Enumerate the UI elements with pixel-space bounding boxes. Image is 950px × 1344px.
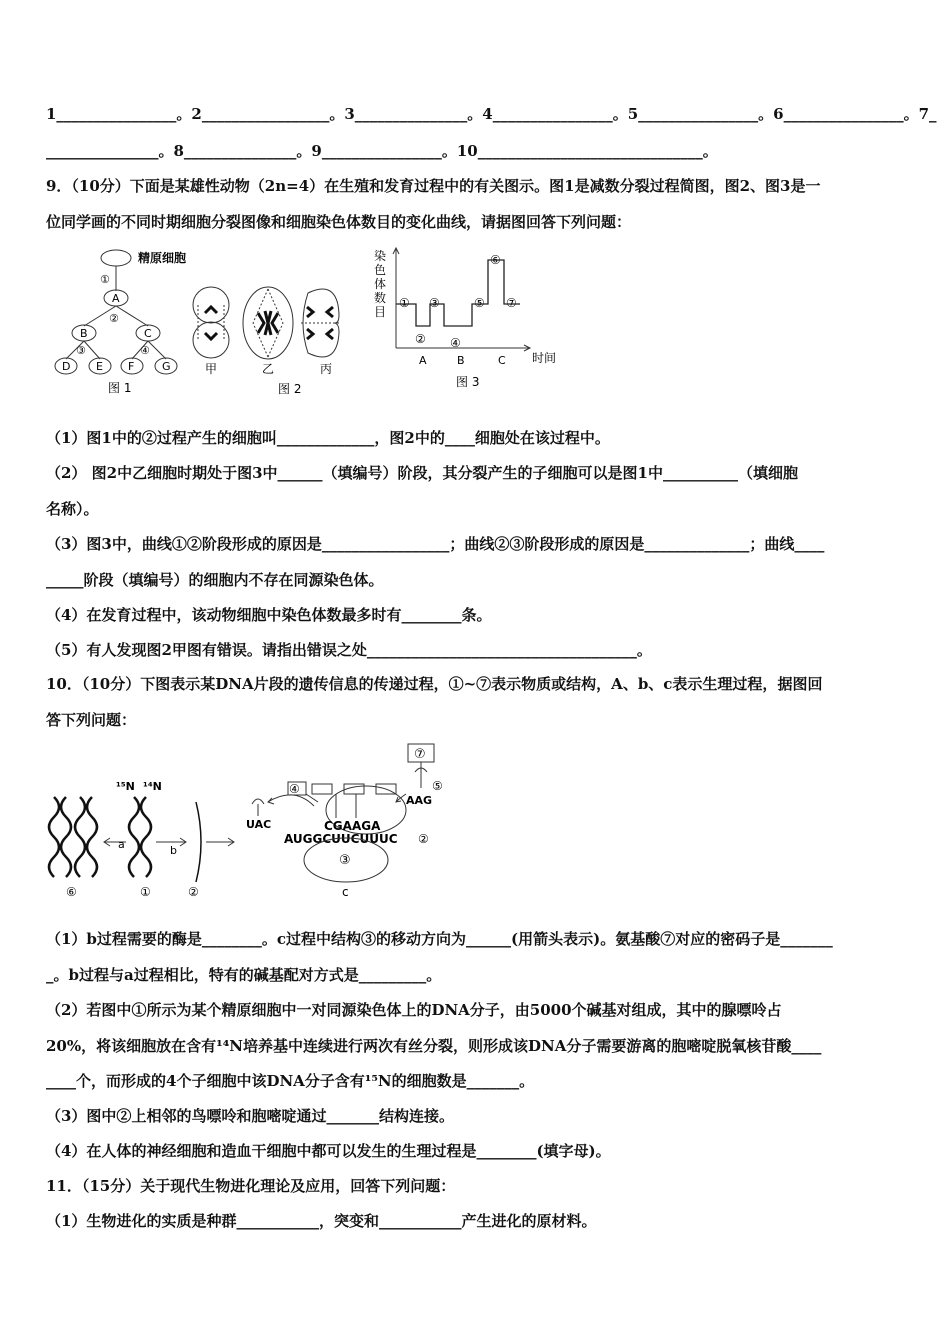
process-a-label: a (118, 838, 125, 851)
node-b-label: B (80, 327, 88, 340)
anticodon-uac: UAC (246, 818, 272, 831)
step-3-label: ③ (76, 344, 86, 357)
q9-part-2-line-1: （2） 图2中乙细胞时期处于图3中______（填编号）阶段，其分裂产生的子细胞可以是图1中__________（填细胞 (46, 464, 798, 482)
label-7: ⑦ (414, 747, 426, 762)
label-6: ⑥ (66, 885, 77, 899)
spermatogonium-label: 精原细胞 (138, 251, 187, 265)
step-4-label: ④ (140, 344, 150, 357)
segment-1-label: ① (399, 296, 410, 310)
mrna-strand (196, 802, 201, 882)
isotope-15n: ¹⁵N (116, 780, 135, 793)
node-c-label: C (144, 327, 152, 340)
figure-1-meiosis-tree (48, 246, 188, 396)
y-label-char: 色 (374, 263, 387, 277)
q10-part-2-line-3: ____个，而形成的4个子细胞中该DNA分子含有¹⁵N的细胞数是_______。 (46, 1072, 535, 1090)
codon-pairs-on-ribosome: CGAAGA (324, 819, 381, 833)
label-2-bottom: ② (188, 885, 199, 899)
label-2-mrna: ② (418, 832, 429, 846)
process-b-label: b (170, 844, 177, 857)
q9-part-4: （4）在发育过程中，该动物细胞中染色体数最多时有________条。 (46, 606, 492, 624)
q10-part-2-line-2: 20%，将该细胞放在含有¹⁴N培养基中连续进行两次有丝分裂，则形成该DNA分子需要游离的胞嘧啶脱氧核苷酸____ (46, 1037, 822, 1055)
node-a-label: A (112, 292, 120, 305)
answer-line-7-10: _______________。8_______________。9________________。10______________________________。 (46, 142, 718, 160)
figure-3-chromosome-chart (370, 246, 560, 394)
process-c-label: c (342, 885, 349, 899)
q9-part-5: （5）有人发现图2甲图有错误。请指出错误之处____________________________________。 (46, 641, 652, 659)
dna-helix-parent (129, 797, 151, 877)
q10-part-2-line-1: （2）若图中①所示为某个精原细胞中一对同源染色体上的DNA分子，由5000个碱基对组成，其中的腺嘌呤占 (46, 1001, 782, 1019)
y-label-char: 目 (374, 305, 387, 319)
label-5: ⑤ (432, 779, 443, 793)
node-f-label: F (128, 360, 135, 373)
q9-stem-line-2: 位同学画的不同时期细胞分裂图像和细胞染色体数目的变化曲线，请据图回答下列问题： (46, 213, 632, 231)
cell-jia-label: 甲 (205, 362, 218, 376)
y-label-char: 体 (374, 277, 387, 291)
figure-2-caption: 图 2 (278, 382, 302, 396)
isotope-14n: ¹⁴N (143, 780, 162, 793)
y-label-char: 数 (374, 291, 387, 305)
chart-series-line (396, 260, 520, 326)
chromosome-count-line (396, 260, 520, 326)
q9-part-2-line-2: 名称）。 (46, 500, 99, 518)
label-3: ③ (339, 853, 351, 868)
segment-4-label: ④ (450, 336, 461, 350)
q10-stem-line-2: 答下列问题： (46, 711, 137, 729)
segment-5-label: ⑤ (474, 296, 485, 310)
node-d-label: D (62, 360, 71, 373)
x-tick-a: A (419, 354, 427, 367)
cell-yi-label: 乙 (262, 362, 275, 376)
cell-yi (243, 287, 293, 359)
q10-part-1-line-1: （1）b过程需要的酶是________。c过程中结构③的移动方向为______(用箭头表示)。氨基酸⑦对应的密码子是_______ (46, 930, 833, 948)
node-e-label: E (96, 360, 103, 373)
q10-part-3: （3）图中②上相邻的鸟嘌呤和胞嘧啶通过_______结构连接。 (46, 1107, 454, 1125)
q10-part-1-line-2: _。b过程与a过程相比，特有的碱基配对方式是_________。 (46, 966, 442, 984)
step-2-label: ② (109, 312, 119, 325)
x-axis-label: 时间 (532, 351, 557, 365)
x-tick-c: C (498, 354, 506, 367)
mrna-sequence: AUGGCUUCUUUC (284, 832, 398, 846)
step-1-label: ① (100, 273, 110, 286)
y-label-char: 染 (374, 249, 387, 263)
segment-2-label: ② (415, 332, 426, 346)
cell-bing (301, 289, 341, 357)
figure-dna-transfer (46, 742, 446, 904)
x-tick-b: B (457, 354, 465, 367)
figure-2-cell-division (183, 285, 353, 400)
q10-stem-line-1: 10．（10分）下图表示某DNA片段的遗传信息的传递过程，①~⑦表示物质或结构，A、b、c表示生理过程，据图回 (46, 675, 823, 693)
figure-1-caption: 图 1 (108, 381, 132, 395)
q9-part-3-line-1: （3）图3中，曲线①②阶段形成的原因是_________________；曲线②③阶段形成的原因是______________；曲线____ (46, 535, 825, 553)
dna-helix-left (49, 797, 97, 877)
cell-bing-label: 丙 (320, 362, 333, 376)
q11-stem: 11．（15分）关于现代生物进化理论及应用，回答下列问题： (46, 1177, 456, 1195)
node-g-label: G (162, 360, 171, 373)
figure-3-caption: 图 3 (456, 375, 480, 389)
cell-jia (193, 287, 229, 358)
label-1: ① (140, 885, 151, 899)
label-4: ④ (289, 782, 300, 796)
q11-part-1: （1）生物进化的实质是种群___________，突变和___________产生进化的原材料。 (46, 1212, 597, 1230)
segment-7-label: ⑦ (506, 296, 517, 310)
q9-part-1: （1）图1中的②过程产生的细胞叫_____________，图2中的____细胞处在该过程中。 (46, 429, 610, 447)
q10-part-4: （4）在人体的神经细胞和造血干细胞中都可以发生的生理过程是________(填字母)。 (46, 1142, 611, 1160)
segment-3-label: ③ (429, 296, 440, 310)
q9-stem-line-1: 9．（10分）下面是某雄性动物（2n=4）在生殖和发育过程中的有关图示。图1是减数分裂过程简图，图2、图3是一 (46, 177, 821, 195)
segment-6-label: ⑥ (490, 253, 501, 267)
q9-part-3-line-2: _____阶段（填编号）的细胞内不存在同源染色体。 (46, 571, 384, 589)
anticodon-aag: AAG (406, 794, 433, 807)
answer-line-1-7: 1________________。2_________________。3_______________。4________________。5________________。6________________。7_ (46, 105, 937, 123)
